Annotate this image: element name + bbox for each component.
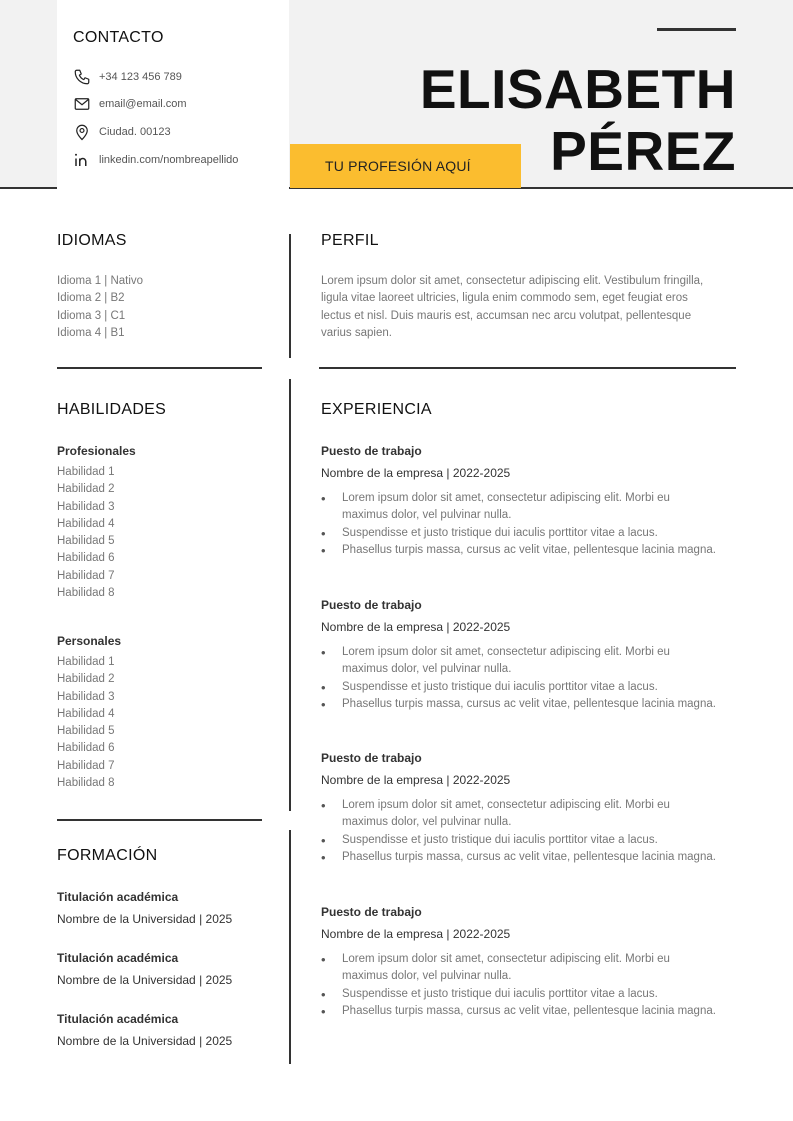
school-line: Nombre de la Universidad | 2025	[57, 1034, 233, 1048]
job-bullets	[321, 797, 716, 866]
skill-item: Habilidad 6	[57, 552, 115, 565]
skill-item: Habilidad 2	[57, 483, 115, 496]
profile-title: PERFIL	[321, 232, 379, 249]
column-divider-1	[289, 234, 291, 358]
degree-title: Titulación académica	[57, 890, 179, 904]
job-position: Puesto de trabajo	[321, 905, 422, 919]
mail-icon	[73, 95, 91, 113]
skill-item: Habilidad 5	[57, 535, 115, 548]
section-divider-languages	[57, 367, 262, 369]
personal-skills-title: Personales	[57, 634, 122, 648]
city-text: Ciudad. 00123	[99, 126, 171, 138]
skill-item: Habilidad 2	[57, 673, 115, 686]
contact-location	[73, 122, 171, 142]
column-divider-2	[289, 379, 291, 811]
school-line: Nombre de la Universidad | 2025	[57, 973, 233, 987]
phone-text: +34 123 456 789	[99, 71, 182, 83]
job-company: Nombre de la empresa | 2022-2025	[321, 466, 511, 480]
school-line: Nombre de la Universidad | 2025	[57, 912, 233, 926]
name-first: ELISABETH	[419, 58, 736, 120]
job-bullet: • Lorem ipsum dolor sit amet, consectetur adipiscing elit. Morbi eu maximus dolor, vel pulvinar nulla.	[321, 797, 716, 832]
job-bullets	[321, 951, 716, 1020]
skill-item: Habilidad 8	[57, 777, 115, 790]
job-position: Puesto de trabajo	[321, 751, 422, 765]
professional-skills-title: Profesionales	[57, 444, 136, 458]
degree-title: Titulación académica	[57, 1012, 179, 1026]
contact-email	[73, 94, 187, 114]
skills-title: HABILIDADES	[57, 401, 167, 418]
skill-item: Habilidad 4	[57, 707, 115, 720]
job-bullet: • Suspendisse et justo tristique dui iaculis porttitor vitae a lacus.	[321, 832, 716, 849]
name-accent-bar	[657, 28, 736, 31]
job-bullet: • Phasellus turpis massa, cursus ac velit vitae, pellentesque lacinia magna.	[321, 849, 716, 866]
experience-title: EXPERIENCIA	[321, 401, 432, 418]
contact-phone	[73, 67, 182, 87]
email-link[interactable]: email@email.com	[99, 98, 187, 110]
job-company: Nombre de la empresa | 2022-2025	[321, 620, 511, 634]
education-title: FORMACIÓN	[57, 847, 158, 864]
contact-title: CONTACTO	[73, 29, 164, 46]
job-bullet: • Lorem ipsum dolor sit amet, consectetur adipiscing elit. Morbi eu maximus dolor, vel pulvinar nulla.	[321, 644, 716, 679]
job-bullet: • Suspendisse et justo tristique dui iaculis porttitor vitae a lacus.	[321, 986, 716, 1003]
profession-badge: TU PROFESIÓN AQUÍ	[290, 144, 521, 188]
name-last: PÉREZ	[550, 120, 736, 182]
job-bullets	[321, 644, 716, 713]
linkedin-link[interactable]: linkedin.com/nombreapellido	[99, 154, 239, 166]
skill-item: Habilidad 3	[57, 500, 115, 513]
job-bullet: • Lorem ipsum dolor sit amet, consectetur adipiscing elit. Morbi eu maximus dolor, vel pulvinar nulla.	[321, 490, 716, 525]
job-bullet: • Phasellus turpis massa, cursus ac velit vitae, pellentesque lacinia magna.	[321, 696, 716, 713]
skill-item: Habilidad 6	[57, 742, 115, 755]
skill-item: Habilidad 1	[57, 656, 115, 668]
linkedin-icon	[73, 151, 91, 169]
column-divider-3	[289, 830, 291, 1064]
skill-item: Habilidad 7	[57, 759, 115, 772]
skill-item: Habilidad 4	[57, 517, 115, 530]
job-position: Puesto de trabajo	[321, 598, 422, 612]
languages-title: IDIOMAS	[57, 232, 127, 249]
job-company: Nombre de la empresa | 2022-2025	[321, 927, 511, 941]
skill-item: Habilidad 7	[57, 569, 115, 582]
personal-skills-list	[57, 654, 115, 792]
phone-icon	[73, 68, 91, 86]
profile-summary: Lorem ipsum dolor sit amet, consectetur adipiscing elit. Vestibulum fringilla, ligula vitae laoreet ultricies, ligula enim commodo sem, eget feugiat eros lectus et nisl. Duis mauris est, accumsan nec arcu volutpat, pellentesque varius sapien.	[321, 275, 704, 339]
degree-title: Titulación académica	[57, 951, 179, 965]
job-bullet: • Suspendisse et justo tristique dui iaculis porttitor vitae a lacus.	[321, 679, 716, 696]
section-divider-skills	[57, 819, 262, 821]
languages-list	[57, 273, 143, 342]
job-bullet: • Phasellus turpis massa, cursus ac velit vitae, pellentesque lacinia magna.	[321, 1003, 716, 1020]
job-bullets	[321, 490, 716, 559]
skill-item: Habilidad 1	[57, 466, 115, 478]
language-item: Idioma 3 | C1	[57, 309, 126, 322]
job-bullet: • Suspendisse et justo tristique dui iaculis porttitor vitae a lacus.	[321, 525, 716, 542]
job-company: Nombre de la empresa | 2022-2025	[321, 773, 511, 787]
section-divider-profile	[319, 367, 736, 369]
language-item: Idioma 4 | B1	[57, 326, 125, 339]
professional-skills-list	[57, 464, 115, 602]
location-pin-icon	[73, 123, 91, 141]
language-item: Idioma 1 | Nativo	[57, 275, 144, 287]
job-position: Puesto de trabajo	[321, 444, 422, 458]
contact-linkedin	[73, 150, 238, 170]
skill-item: Habilidad 5	[57, 725, 115, 738]
skill-item: Habilidad 8	[57, 587, 115, 600]
job-bullet: • Lorem ipsum dolor sit amet, consectetur adipiscing elit. Morbi eu maximus dolor, vel pulvinar nulla.	[321, 951, 716, 986]
language-item: Idioma 2 | B2	[57, 292, 125, 305]
job-bullet: • Phasellus turpis massa, cursus ac velit vitae, pellentesque lacinia magna.	[321, 542, 716, 559]
skill-item: Habilidad 3	[57, 690, 115, 703]
